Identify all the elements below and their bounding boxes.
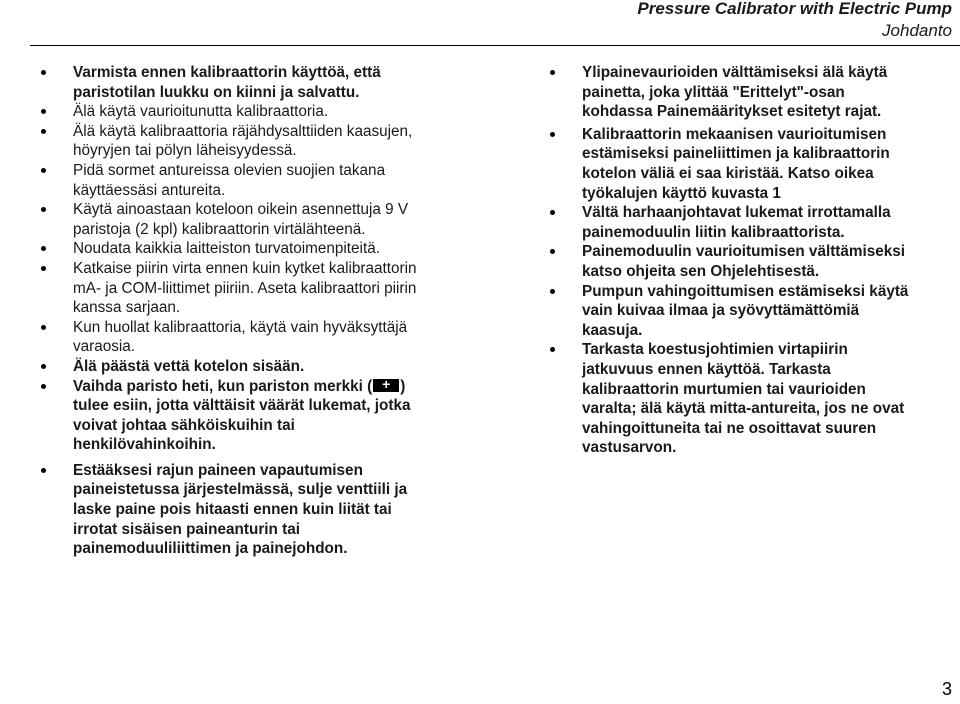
left-warning-list	[40, 63, 420, 559]
list-item: Kun huollat kalibraattoria, käytä vain hyväksyttäjä varaosia.	[40, 318, 420, 357]
list-item-text: Vaihda paristo heti, kun pariston merkki (	[73, 377, 373, 395]
document-title: Pressure Calibrator with Electric Pump	[637, 0, 952, 18]
list-item: Kalibraattorin mekaanisen vaurioitumisen estämiseksi paineliittimen ja kalibraattorin kotelon väliä ei saa kiristää. Katso oikea työkalujen käyttö kuvasta 1	[549, 125, 919, 203]
list-item: Ylipainevaurioiden välttämiseksi älä käytä painetta, joka ylittää "Erittelyt"-osan kohdassa Painemääritykset esitetyt rajat.	[549, 63, 919, 122]
list-item: Estääksesi rajun paineen vapautumisen paineistetussa järjestelmässä, sulje venttiili ja laske paine pois hitaasti ennen kuin liität tai irrotat sisäisen paineanturin tai painemoduuliliittimen ja painejohdon.	[40, 461, 420, 559]
list-item: Painemoduulin vaurioitumisen välttämiseksi katso ohjeita sen Ohjelehtisestä.	[549, 242, 919, 281]
list-item-text: ) tulee esiin, jotta välttäisit väärät lukemat, jotka voivat johtaa sähköiskuihin tai henkilövahinkoihin.	[73, 377, 411, 454]
header-divider	[30, 45, 960, 46]
battery-low-icon	[373, 379, 399, 392]
page-header	[637, 0, 952, 42]
list-item: Katkaise piirin virta ennen kuin kytket kalibraattorin mA- ja COM-liittimet piiriin. Aseta kalibraattori piirin kanssa sarjaan.	[40, 259, 420, 318]
list-item: Älä käytä kalibraattoria räjähdysalttiiden kaasujen, höyryjen tai pölyn läheisyydessä.	[40, 122, 420, 161]
list-item: Älä käytä vaurioitunutta kalibraattoria.	[40, 102, 420, 122]
right-column	[549, 63, 919, 458]
list-item: Käytä ainoastaan koteloon oikein asennettuja 9 V paristoja (2 kpl) kalibraattorin virtälähteenä.	[40, 200, 420, 239]
section-title: Johdanto	[882, 21, 952, 40]
list-item: Pidä sormet antureissa olevien suojien takana käyttäessäsi antureita.	[40, 161, 420, 200]
list-item: Vältä harhaanjohtavat lukemat irrottamalla painemoduulin liitin kalibraattorista.	[549, 203, 919, 242]
list-item: Noudata kaikkia laitteiston turvatoimenpiteitä.	[40, 239, 420, 259]
page-number: 3	[941, 679, 952, 699]
left-column	[40, 63, 420, 559]
list-item: Älä päästä vettä kotelon sisään.	[40, 357, 420, 377]
list-item: Tarkasta koestusjohtimien virtapiirin jatkuvuus ennen käyttöä. Tarkasta kalibraattorin murtumien tai vaurioiden varalta; älä käytä mitta-antureita, jos ne ovat vahingoittuneita tai ne osoittavat suuren vastusarvon.	[549, 340, 919, 458]
list-item	[40, 377, 420, 455]
list-item: Varmista ennen kalibraattorin käyttöä, että paristotilan luukku on kiinni ja salvattu.	[40, 63, 420, 102]
list-item: Pumpun vahingoittumisen estämiseksi käytä vain kuivaa ilmaa ja syövyttämättömiä kaasuja.	[549, 282, 919, 341]
right-warning-list	[549, 63, 919, 458]
